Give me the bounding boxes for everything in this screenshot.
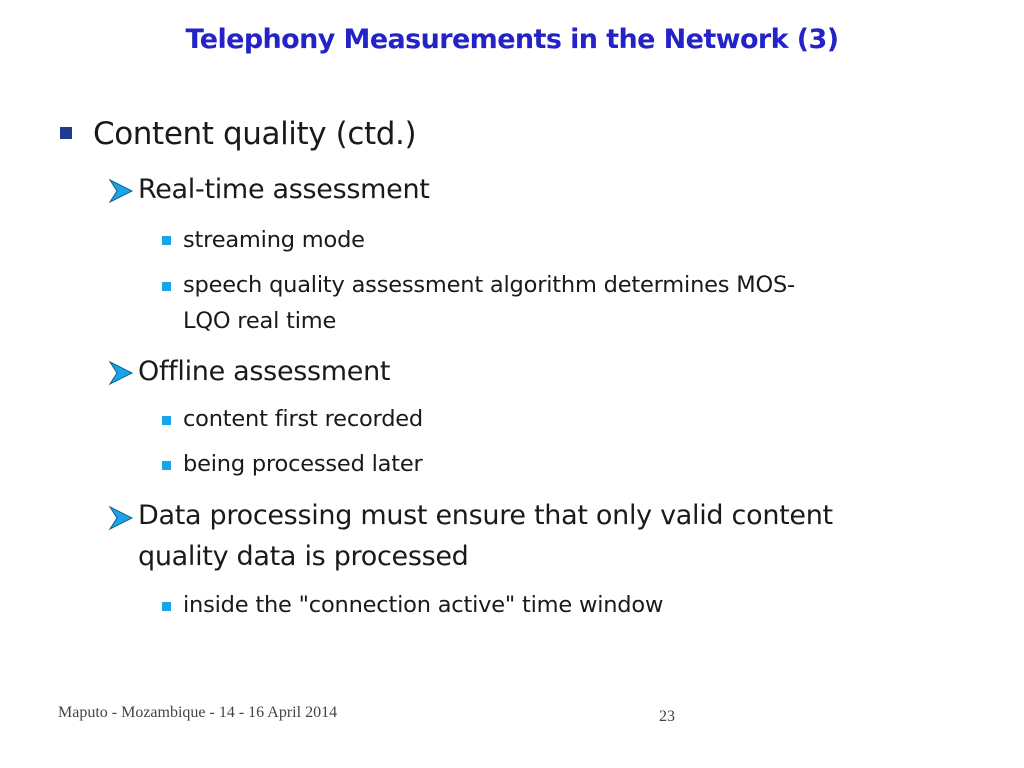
slide-title: Telephony Measurements in the Network (3): [185, 24, 839, 55]
square-bullet-icon: [60, 127, 72, 139]
list-item: being processed later: [183, 451, 423, 477]
square-bullet-icon: [162, 282, 171, 291]
square-bullet-icon: [162, 236, 171, 245]
page-number: 23: [659, 708, 675, 725]
section-heading-data-processing: Data processing must ensure that only valid content: [138, 500, 833, 531]
square-bullet-icon: [162, 416, 171, 425]
arrow-bullet-icon: [108, 505, 136, 531]
square-bullet-icon: [162, 461, 171, 470]
list-item: inside the "connection active" time window: [183, 592, 664, 618]
arrow-bullet-icon: [108, 178, 136, 204]
section-heading-realtime: Real-time assessment: [138, 174, 430, 205]
list-item: speech quality assessment algorithm determines MOS-: [183, 272, 795, 298]
list-item-continuation: LQO real time: [183, 308, 337, 334]
level1-text: Content quality (ctd.): [93, 116, 417, 152]
arrow-bullet-icon: [108, 360, 136, 386]
section-heading-continuation: quality data is processed: [138, 541, 469, 572]
list-item: content first recorded: [183, 406, 424, 432]
section-heading-offline: Offline assessment: [138, 356, 391, 387]
footer-event: Maputo - Mozambique - 14 - 16 April 2014: [58, 704, 338, 721]
list-item: streaming mode: [183, 227, 365, 253]
square-bullet-icon: [162, 602, 171, 611]
